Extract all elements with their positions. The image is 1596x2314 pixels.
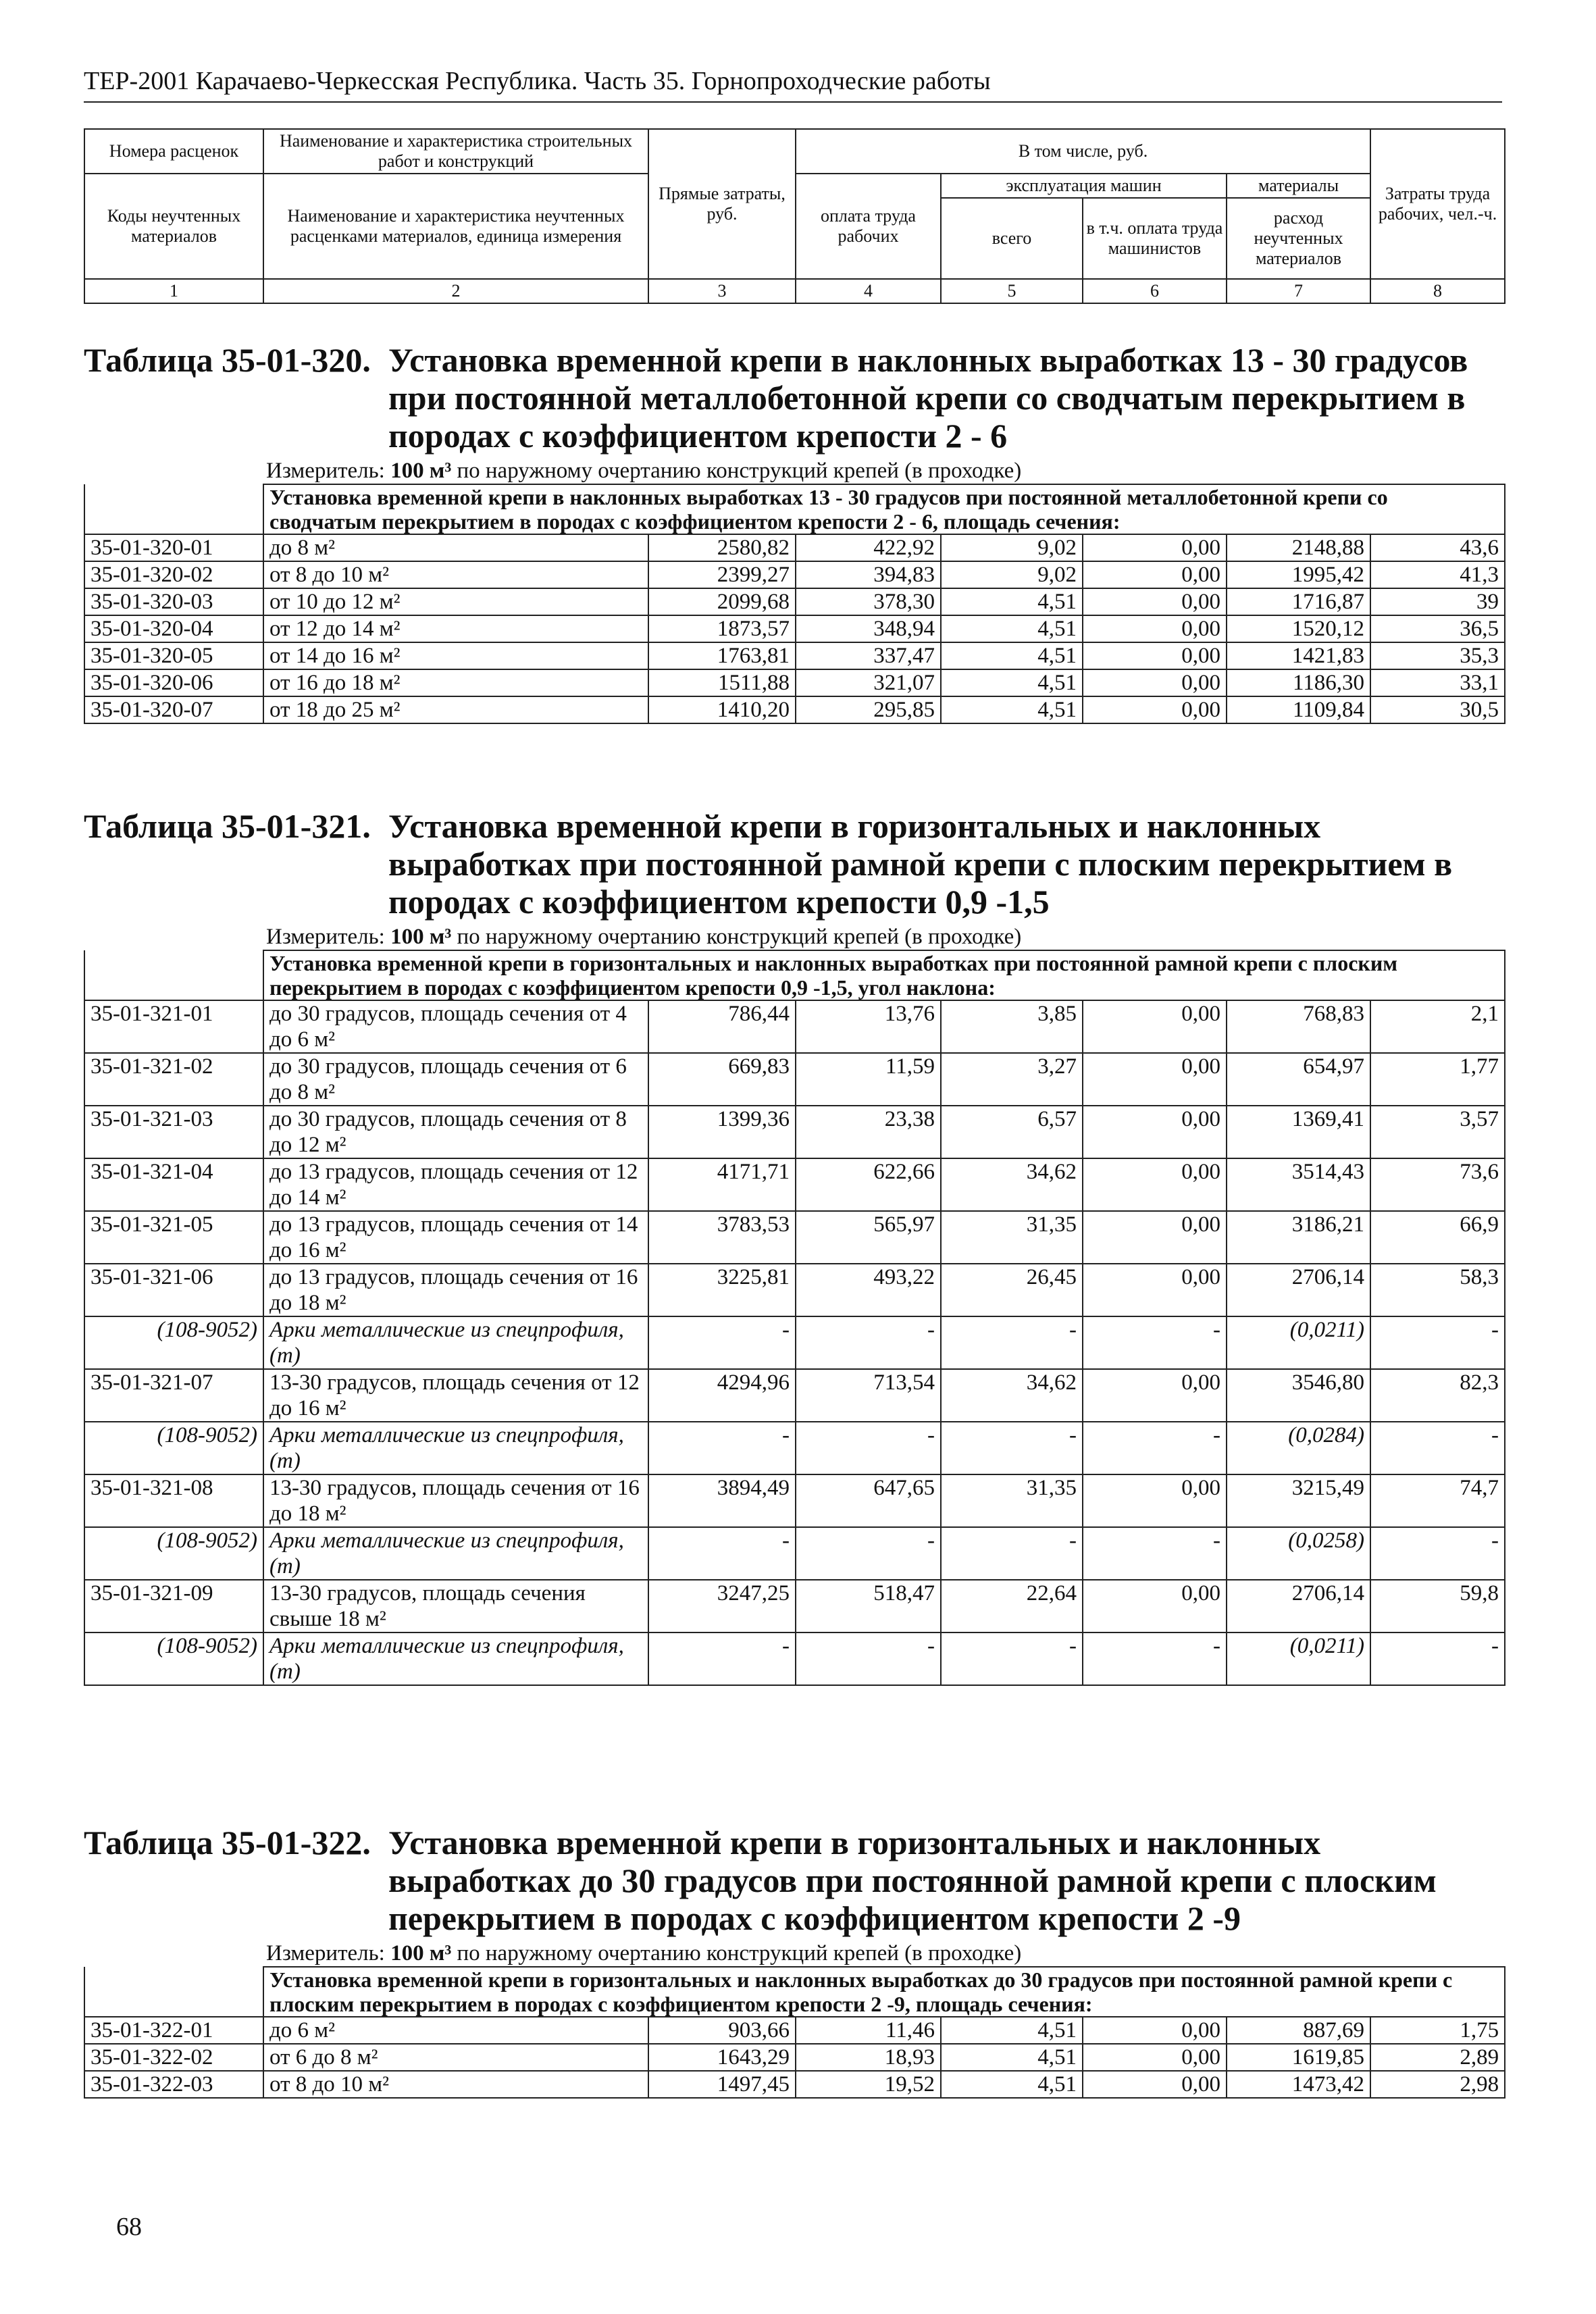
- table-322-title-text: Установка временной крепи в горизонтальных и наклонных выработках до 30 градусов при постоянной рамной крепи с плоским перекрытием в породах с коэффициентом крепости 2 -9: [388, 1824, 1437, 1937]
- hdr-in-that: В том числе, руб.: [796, 129, 1370, 174]
- rate-code: 35-01-321-01: [84, 1000, 263, 1053]
- operator-wages: 0,00: [1083, 1580, 1227, 1632]
- labor-hours: 3,57: [1370, 1106, 1505, 1158]
- material-value: -: [1370, 1632, 1505, 1685]
- direct-costs: 1399,36: [648, 1106, 796, 1158]
- material-value: -: [941, 1422, 1083, 1474]
- materials-cost: 1995,42: [1227, 561, 1370, 588]
- materials-cost: 887,69: [1227, 2017, 1370, 2044]
- worker-wages: 23,38: [796, 1106, 941, 1158]
- rate-code: 35-01-321-05: [84, 1211, 263, 1264]
- material-code: (108-9052): [84, 1422, 263, 1474]
- hdr-num-7: 7: [1227, 279, 1370, 303]
- machines-total: 22,64: [941, 1580, 1083, 1632]
- work-description: от 6 до 8 м²: [263, 2044, 648, 2071]
- material-value: -: [1083, 1316, 1227, 1369]
- table-322-grid: [84, 1966, 1505, 2099]
- direct-costs: 903,66: [648, 2017, 796, 2044]
- table-321-subheading: Установка временной крепи в горизонтальных и наклонных выработках при постоянной рамной крепи с плоским перекрытием в породах с коэффициентом крепости 0,9 -1,5, угол наклона:: [263, 950, 1505, 1000]
- labor-hours: 33,1: [1370, 669, 1505, 696]
- rate-code: 35-01-322-01: [84, 2017, 263, 2044]
- work-description: до 6 м²: [263, 2017, 648, 2044]
- operator-wages: 0,00: [1083, 1158, 1227, 1211]
- material-value: -: [1370, 1527, 1505, 1580]
- material-description: Арки металлические из спецпрофиля, (т): [263, 1527, 648, 1580]
- worker-wages: 19,52: [796, 2071, 941, 2098]
- table-321-grid: [84, 950, 1505, 1686]
- labor-hours: 2,89: [1370, 2044, 1505, 2071]
- material-value: -: [1083, 1422, 1227, 1474]
- table-322-subheading: Установка временной крепи в горизонтальных и наклонных выработках до 30 градусов при постоянной рамной крепи с плоским перекрытием в породах с коэффициентом крепости 2 -9, площадь сечения:: [263, 1967, 1505, 2017]
- direct-costs: 1643,29: [648, 2044, 796, 2071]
- worker-wages: 13,76: [796, 1000, 941, 1053]
- hdr-labor: Затраты труда рабочих, чел.-ч.: [1370, 129, 1505, 279]
- materials-cost: 1619,85: [1227, 2044, 1370, 2071]
- table-row: [84, 669, 1505, 696]
- work-description: до 30 градусов, площадь сечения от 8 до 12 м²: [263, 1106, 648, 1158]
- hdr-num-2: 2: [263, 279, 648, 303]
- material-code: (108-9052): [84, 1632, 263, 1685]
- operator-wages: 0,00: [1083, 615, 1227, 642]
- operator-wages: 0,00: [1083, 561, 1227, 588]
- material-value: -: [941, 1527, 1083, 1580]
- labor-hours: 73,6: [1370, 1158, 1505, 1211]
- labor-hours: 2,98: [1370, 2071, 1505, 2098]
- worker-wages: 321,07: [796, 669, 941, 696]
- machines-total: 3,27: [941, 1053, 1083, 1106]
- operator-wages: 0,00: [1083, 534, 1227, 561]
- worker-wages: 518,47: [796, 1580, 941, 1632]
- materials-cost: 1716,87: [1227, 588, 1370, 615]
- machines-total: 9,02: [941, 561, 1083, 588]
- direct-costs: 2399,27: [648, 561, 796, 588]
- material-row: [84, 1632, 1505, 1685]
- operator-wages: 0,00: [1083, 1211, 1227, 1264]
- worker-wages: 713,54: [796, 1369, 941, 1422]
- material-value: -: [1370, 1422, 1505, 1474]
- work-description: 13-30 градусов, площадь сечения от 12 до 16 м²: [263, 1369, 648, 1422]
- materials-cost: 3546,80: [1227, 1369, 1370, 1422]
- direct-costs: 1497,45: [648, 2071, 796, 2098]
- materials-cost: 1109,84: [1227, 696, 1370, 723]
- worker-wages: 422,92: [796, 534, 941, 561]
- table-row: [84, 1106, 1505, 1158]
- materials-cost: 1520,12: [1227, 615, 1370, 642]
- labor-hours: 1,75: [1370, 2017, 1505, 2044]
- hdr-num-1: 1: [84, 279, 263, 303]
- work-description: до 30 градусов, площадь сечения от 4 до 6 м²: [263, 1000, 648, 1053]
- material-row: [84, 1316, 1505, 1369]
- hdr-num-8: 8: [1370, 279, 1505, 303]
- materials-cost: 2706,14: [1227, 1264, 1370, 1316]
- labor-hours: 30,5: [1370, 696, 1505, 723]
- worker-wages: 394,83: [796, 561, 941, 588]
- labor-hours: 43,6: [1370, 534, 1505, 561]
- machines-total: 31,35: [941, 1474, 1083, 1527]
- worker-wages: 337,47: [796, 642, 941, 669]
- direct-costs: 1511,88: [648, 669, 796, 696]
- material-description: Арки металлические из спецпрофиля, (т): [263, 1422, 648, 1474]
- hdr-material-codes: Коды неучтенных материалов: [84, 174, 263, 279]
- material-code: (108-9052): [84, 1316, 263, 1369]
- material-row: [84, 1527, 1505, 1580]
- rate-code: 35-01-320-07: [84, 696, 263, 723]
- material-value: -: [941, 1632, 1083, 1685]
- worker-wages: 295,85: [796, 696, 941, 723]
- operator-wages: 0,00: [1083, 669, 1227, 696]
- table-row: [84, 2044, 1505, 2071]
- operator-wages: 0,00: [1083, 1474, 1227, 1527]
- table-row: [84, 1580, 1505, 1632]
- table-row: [84, 561, 1505, 588]
- worker-wages: 622,66: [796, 1158, 941, 1211]
- table-320-section: [84, 341, 1504, 724]
- material-value: -: [796, 1527, 941, 1580]
- worker-wages: 378,30: [796, 588, 941, 615]
- hdr-materials: материалы: [1227, 174, 1370, 198]
- hdr-total: всего: [941, 198, 1083, 279]
- hdr-direct-costs: Прямые затраты, руб.: [648, 129, 796, 279]
- rate-code: 35-01-321-04: [84, 1158, 263, 1211]
- table-320-label: Таблица 35-01-320.: [84, 341, 371, 379]
- material-value: -: [648, 1527, 796, 1580]
- hdr-operator-wages: в т.ч. оплата труда машинистов: [1083, 198, 1227, 279]
- table-320-title-text: Установка временной крепи в наклонных выработках 13 - 30 градусов при постоянной металлобетонной крепи со сводчатым перекрытием в породах с коэффициентом крепости 2 - 6: [388, 341, 1468, 455]
- operator-wages: 0,00: [1083, 2071, 1227, 2098]
- work-description: от 16 до 18 м²: [263, 669, 648, 696]
- labor-hours: 59,8: [1370, 1580, 1505, 1632]
- machines-total: 4,51: [941, 2071, 1083, 2098]
- table-row: [84, 534, 1505, 561]
- work-description: до 13 градусов, площадь сечения от 12 до 14 м²: [263, 1158, 648, 1211]
- work-description: до 8 м²: [263, 534, 648, 561]
- machines-total: 9,02: [941, 534, 1083, 561]
- rate-code: 35-01-320-05: [84, 642, 263, 669]
- operator-wages: 0,00: [1083, 642, 1227, 669]
- machines-total: 4,51: [941, 669, 1083, 696]
- labor-hours: 41,3: [1370, 561, 1505, 588]
- table-row: [84, 1474, 1505, 1527]
- operator-wages: 0,00: [1083, 1369, 1227, 1422]
- labor-hours: 1,77: [1370, 1053, 1505, 1106]
- machines-total: 4,51: [941, 642, 1083, 669]
- table-row: [84, 588, 1505, 615]
- running-header: ТЕР-2001 Карачаево-Черкесская Республика. Часть 35. Горнопроходческие работы: [84, 67, 991, 95]
- direct-costs: 3225,81: [648, 1264, 796, 1316]
- operator-wages: 0,00: [1083, 588, 1227, 615]
- direct-costs: 669,83: [648, 1053, 796, 1106]
- direct-costs: 3783,53: [648, 1211, 796, 1264]
- rate-code: 35-01-321-03: [84, 1106, 263, 1158]
- operator-wages: 0,00: [1083, 2044, 1227, 2071]
- worker-wages: 493,22: [796, 1264, 941, 1316]
- material-value: -: [648, 1632, 796, 1685]
- table-321-section: [84, 807, 1504, 1686]
- rate-code: 35-01-321-07: [84, 1369, 263, 1422]
- rate-code: 35-01-320-04: [84, 615, 263, 642]
- rate-code: 35-01-321-02: [84, 1053, 263, 1106]
- work-description: от 12 до 14 м²: [263, 615, 648, 642]
- material-value: -: [1083, 1632, 1227, 1685]
- table-322-title: [84, 1824, 1504, 1937]
- material-value: -: [648, 1316, 796, 1369]
- direct-costs: 3894,49: [648, 1474, 796, 1527]
- rate-code: 35-01-321-08: [84, 1474, 263, 1527]
- direct-costs: 4294,96: [648, 1369, 796, 1422]
- direct-costs: 786,44: [648, 1000, 796, 1053]
- hdr-material-name: Наименование и характеристика неучтенных расценками материалов, единица измерения: [263, 174, 648, 279]
- table-row: [84, 1264, 1505, 1316]
- rate-code: 35-01-322-02: [84, 2044, 263, 2071]
- worker-wages: 348,94: [796, 615, 941, 642]
- materials-cost: 2148,88: [1227, 534, 1370, 561]
- direct-costs: 4171,71: [648, 1158, 796, 1211]
- table-321-label: Таблица 35-01-321.: [84, 807, 371, 845]
- machines-total: 4,51: [941, 588, 1083, 615]
- rate-code: 35-01-320-01: [84, 534, 263, 561]
- materials-cost: 654,97: [1227, 1053, 1370, 1106]
- direct-costs: 3247,25: [648, 1580, 796, 1632]
- hdr-num-5: 5: [941, 279, 1083, 303]
- material-description: Арки металлические из спецпрофиля, (т): [263, 1632, 648, 1685]
- operator-wages: 0,00: [1083, 1053, 1227, 1106]
- work-description: от 14 до 16 м²: [263, 642, 648, 669]
- machines-total: 4,51: [941, 2044, 1083, 2071]
- material-value: (0,0258): [1227, 1527, 1370, 1580]
- table-row: [84, 2017, 1505, 2044]
- table-322-label: Таблица 35-01-322.: [84, 1824, 371, 1861]
- table-321-measure: Измеритель: 100 м³ по наружному очертанию конструкций крепей (в проходке): [266, 925, 1022, 949]
- work-description: от 18 до 25 м²: [263, 696, 648, 723]
- table-322-section: [84, 1824, 1504, 2099]
- materials-cost: 3215,49: [1227, 1474, 1370, 1527]
- labor-hours: 36,5: [1370, 615, 1505, 642]
- worker-wages: 565,97: [796, 1211, 941, 1264]
- operator-wages: 0,00: [1083, 1106, 1227, 1158]
- labor-hours: 82,3: [1370, 1369, 1505, 1422]
- material-value: (0,0211): [1227, 1632, 1370, 1685]
- rate-code: 35-01-320-06: [84, 669, 263, 696]
- machines-total: 4,51: [941, 615, 1083, 642]
- material-value: -: [1370, 1316, 1505, 1369]
- machines-total: 31,35: [941, 1211, 1083, 1264]
- worker-wages: 18,93: [796, 2044, 941, 2071]
- operator-wages: 0,00: [1083, 2017, 1227, 2044]
- materials-cost: 1473,42: [1227, 2071, 1370, 2098]
- material-row: [84, 1422, 1505, 1474]
- table-320-subheading: Установка временной крепи в наклонных выработках 13 - 30 градусов при постоянной металлобетонной крепи со сводчатым перекрытием в породах с коэффициентом крепости 2 - 6, площадь сечения:: [263, 484, 1505, 534]
- machines-total: 4,51: [941, 2017, 1083, 2044]
- material-value: (0,0284): [1227, 1422, 1370, 1474]
- hdr-work-name: Наименование и характеристика строительных работ и конструкций: [263, 129, 648, 174]
- work-description: 13-30 градусов, площадь сечения от 16 до 18 м²: [263, 1474, 648, 1527]
- materials-cost: 3514,43: [1227, 1158, 1370, 1211]
- work-description: от 10 до 12 м²: [263, 588, 648, 615]
- work-description: 13-30 градусов, площадь сечения свыше 18 м²: [263, 1580, 648, 1632]
- material-value: -: [796, 1632, 941, 1685]
- labor-hours: 58,3: [1370, 1264, 1505, 1316]
- materials-cost: 768,83: [1227, 1000, 1370, 1053]
- material-code: (108-9052): [84, 1527, 263, 1580]
- header-rule: [84, 101, 1502, 103]
- material-value: -: [648, 1422, 796, 1474]
- work-description: до 13 градусов, площадь сечения от 16 до 18 м²: [263, 1264, 648, 1316]
- table-row: [84, 696, 1505, 723]
- rate-code: 35-01-321-06: [84, 1264, 263, 1316]
- direct-costs: 1410,20: [648, 696, 796, 723]
- table-row: [84, 1158, 1505, 1211]
- hdr-material-use: расход неучтенных материалов: [1227, 198, 1370, 279]
- table-321-title: [84, 807, 1504, 921]
- direct-costs: 2099,68: [648, 588, 796, 615]
- table-row: [84, 642, 1505, 669]
- table-row: [84, 2071, 1505, 2098]
- table-row: [84, 1000, 1505, 1053]
- table-row: [84, 1211, 1505, 1264]
- worker-wages: 11,46: [796, 2017, 941, 2044]
- machines-total: 6,57: [941, 1106, 1083, 1158]
- direct-costs: 1763,81: [648, 642, 796, 669]
- column-header-table: [84, 128, 1505, 304]
- rate-code: 35-01-322-03: [84, 2071, 263, 2098]
- machines-total: 34,62: [941, 1369, 1083, 1422]
- operator-wages: 0,00: [1083, 1264, 1227, 1316]
- operator-wages: 0,00: [1083, 696, 1227, 723]
- rate-code: 35-01-321-09: [84, 1580, 263, 1632]
- hdr-num-4: 4: [796, 279, 941, 303]
- rate-code: 35-01-320-02: [84, 561, 263, 588]
- material-description: Арки металлические из спецпрофиля, (т): [263, 1316, 648, 1369]
- table-320-grid: [84, 484, 1505, 724]
- labor-hours: 66,9: [1370, 1211, 1505, 1264]
- hdr-wages: оплата труда рабочих: [796, 174, 941, 279]
- table-321-title-text: Установка временной крепи в горизонтальных и наклонных выработках при постоянной рамной крепи с плоским перекрытием в породах с коэффициентом крепости 0,9 -1,5: [388, 807, 1453, 921]
- labor-hours: 35,3: [1370, 642, 1505, 669]
- hdr-rate-numbers: Номера расценок: [84, 129, 263, 174]
- table-320-measure: Измеритель: 100 м³ по наружному очертанию конструкций крепей (в проходке): [266, 459, 1022, 483]
- machines-total: 34,62: [941, 1158, 1083, 1211]
- work-description: до 13 градусов, площадь сечения от 14 до 16 м²: [263, 1211, 648, 1264]
- hdr-num-3: 3: [648, 279, 796, 303]
- material-value: (0,0211): [1227, 1316, 1370, 1369]
- table-320-title: [84, 341, 1504, 455]
- material-value: -: [796, 1316, 941, 1369]
- labor-hours: 39: [1370, 588, 1505, 615]
- material-value: -: [941, 1316, 1083, 1369]
- table-row: [84, 1369, 1505, 1422]
- rate-code: 35-01-320-03: [84, 588, 263, 615]
- direct-costs: 1873,57: [648, 615, 796, 642]
- work-description: от 8 до 10 м²: [263, 561, 648, 588]
- direct-costs: 2580,82: [648, 534, 796, 561]
- table-322-measure: Измеритель: 100 м³ по наружному очертанию конструкций крепей (в проходке): [266, 1941, 1022, 1965]
- materials-cost: 1186,30: [1227, 669, 1370, 696]
- material-value: -: [1083, 1527, 1227, 1580]
- labor-hours: 2,1: [1370, 1000, 1505, 1053]
- materials-cost: 1369,41: [1227, 1106, 1370, 1158]
- machines-total: 4,51: [941, 696, 1083, 723]
- machines-total: 26,45: [941, 1264, 1083, 1316]
- materials-cost: 3186,21: [1227, 1211, 1370, 1264]
- materials-cost: 1421,83: [1227, 642, 1370, 669]
- hdr-machines: эксплуатация машин: [941, 174, 1227, 198]
- hdr-num-6: 6: [1083, 279, 1227, 303]
- work-description: до 30 градусов, площадь сечения от 6 до 8 м²: [263, 1053, 648, 1106]
- machines-total: 3,85: [941, 1000, 1083, 1053]
- materials-cost: 2706,14: [1227, 1580, 1370, 1632]
- table-row: [84, 1053, 1505, 1106]
- labor-hours: 74,7: [1370, 1474, 1505, 1527]
- worker-wages: 647,65: [796, 1474, 941, 1527]
- operator-wages: 0,00: [1083, 1000, 1227, 1053]
- worker-wages: 11,59: [796, 1053, 941, 1106]
- material-value: -: [796, 1422, 941, 1474]
- page-number: 68: [116, 2213, 142, 2241]
- table-row: [84, 615, 1505, 642]
- work-description: от 8 до 10 м²: [263, 2071, 648, 2098]
